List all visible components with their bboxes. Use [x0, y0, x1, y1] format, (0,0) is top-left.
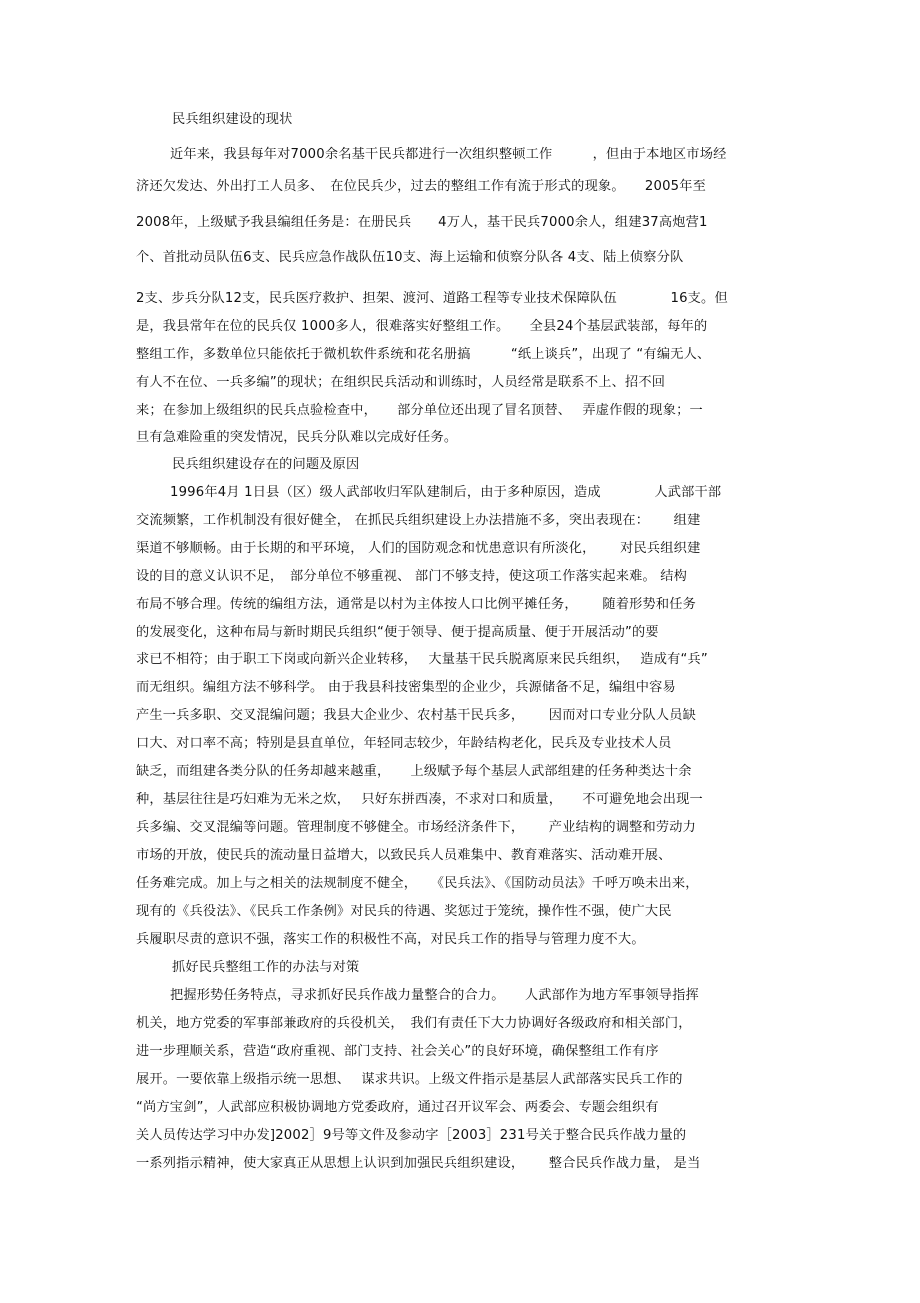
paragraph-line: 展开。一要依靠上级指示统一思想、 谋求共识。上级文件指示是基层人武部落实民兵工作的 [136, 1072, 683, 1087]
paragraph-line: 布局不够合理。传统的编组方法，通常是以村为主体按人口比例平摊任务， 随着形势和任务 [136, 597, 697, 612]
paragraph-line: 个、首批动员队伍6支、民兵应急作战队伍10支、海上运输和侦察分队各 4支、陆上侦察分队 [136, 250, 684, 265]
paragraph-line: 近年来，我县每年对7000余名基干民兵都进行一次组织整顿工作 ，但由于本地区市场经 [170, 147, 727, 162]
paragraph-line: 2支、步兵分队12支，民兵医疗救护、担架、渡河、道路工程等专业技术保障队伍 16支。但 [136, 291, 728, 306]
paragraph-line: 进一步理顺关系，营造“政府重视、部门支持、社会关心”的良好环境，确保整组工作有序 [136, 1044, 659, 1059]
paragraph-line: 关人员传达学习中办发]2002］9号等文件及参动字［2003］231号关于整合民兵作战力量的 [136, 1128, 687, 1143]
paragraph-line: 的发展变化，这种布局与新时期民兵组织“便于领导、便于提高质量、便于开展活动”的要 [136, 625, 659, 640]
paragraph-line: 产生一兵多职、交叉混编问题；我县大企业少、农村基干民兵多， 因而对口专业分队人员缺 [136, 708, 697, 723]
paragraph-line: 交流频繁，工作机制没有很好健全， 在抓民兵组织建设上办法措施不多，突出表现在： 组建 [136, 513, 701, 528]
section-heading: 民兵组织建设的现状 [172, 112, 293, 127]
paragraph-line: 渠道不够顺畅。由于长期的和平环境， 人们的国防观念和忧患意识有所淡化， 对民兵组织建 [136, 541, 701, 556]
paragraph-line: 是，我县常年在位的民兵仅 1000多人，很难落实好整组工作。 全县24个基层武装部，每年的 [136, 319, 708, 334]
paragraph-line: 而无组织。编组方法不够科学。 由于我县科技密集型的企业少，兵源储备不足，编组中容易 [136, 680, 676, 695]
paragraph-line: 济还欠发达、外出打工人员多、 在位民兵少，过去的整组工作有流于形式的现象。 2005年至 [136, 179, 707, 194]
paragraph-line: 来；在参加上级组织的民兵点验检查中， 部分单位还出现了冒名顶替、 弄虚作假的现象；一 [136, 403, 703, 418]
paragraph-line: 市场的开放，使民兵的流动量日益增大，以致民兵人员难集中、教育难落实、活动难开展、 [136, 848, 672, 863]
paragraph-line: 有人不在位、一兵多编”的现状；在组织民兵活动和训练时，人员经常是联系不上、招不回 [136, 375, 666, 390]
paragraph-line: 机关，地方党委的军事部兼政府的兵役机关， 我们有责任下大力协调好各级政府和相关部门， [136, 1016, 692, 1031]
paragraph-line: 把握形势任务特点，寻求抓好民兵作战力量整合的合力。 人武部作为地方军事领导指挥 [170, 988, 699, 1003]
paragraph-line: 种，基层往往是巧妇难为无米之炊， 只好东拼西凑，不求对口和质量， 不可避免地会出现一 [136, 792, 703, 807]
paragraph-line: 整组工作，多数单位只能依托于微机软件系统和花名册搞 “纸上谈兵”，出现了 “有编无人、 [136, 347, 711, 362]
paragraph-line: 任务难完成。加上与之相关的法规制度不健全， 《民兵法》、《国防动员法》千呼万唤未出来， [136, 876, 699, 891]
paragraph-line: 缺乏，而组建各类分队的任务却越来越重， 上级赋予每个基层人武部组建的任务种类达十余 [136, 764, 692, 779]
paragraph-line: 求已不相符；由于职工下岗或向新兴企业转移， 大量基干民兵脱离原来民兵组织， 造成有“兵” [136, 652, 708, 667]
paragraph-line: 现有的《兵役法》、《民兵工作条例》对民兵的待遇、奖惩过于笼统，操作性不强，使广大民 [136, 904, 672, 919]
paragraph-line: “尚方宝剑”，人武部应积极协调地方党委政府，通过召开议军会、两委会、专题会组织有 [136, 1100, 659, 1115]
section-heading: 抓好民兵整组工作的办法与对策 [172, 960, 360, 975]
paragraph-line: 兵多编、交叉混编等问题。管理制度不够健全。市场经济条件下， 产业结构的调整和劳动力 [136, 820, 697, 835]
paragraph-line: 旦有急难险重的突发情况，民兵分队难以完成好任务。 [136, 430, 458, 445]
section-heading: 民兵组织建设存在的问题及原因 [172, 457, 360, 472]
paragraph-line: 一系列指示精神，使大家真正从思想上认识到加强民兵组织建设， 整合民兵作战力量， 是当 [136, 1156, 701, 1171]
paragraph-line: 设的目的意义认识不足， 部分单位不够重视、 部门不够支持，使这项工作落实起来难。 结构 [136, 569, 688, 584]
paragraph-line: 兵履职尽责的意识不强，落实工作的积极性不高，对民兵工作的指导与管理力度不大。 [136, 932, 645, 947]
paragraph-line: 口大、对口率不高；特别是县直单位，年轻同志较少，年龄结构老化，民兵及专业技术人员 [136, 736, 672, 751]
paragraph-line: 1996年4月 1日县（区）级人武部收归军队建制后，由于多种原因，造成 人武部干部 [170, 485, 722, 500]
paragraph-line: 2008年，上级赋予我县编组任务是：在册民兵 4万人，基干民兵7000余人，组建37高炮营1 [136, 215, 708, 230]
